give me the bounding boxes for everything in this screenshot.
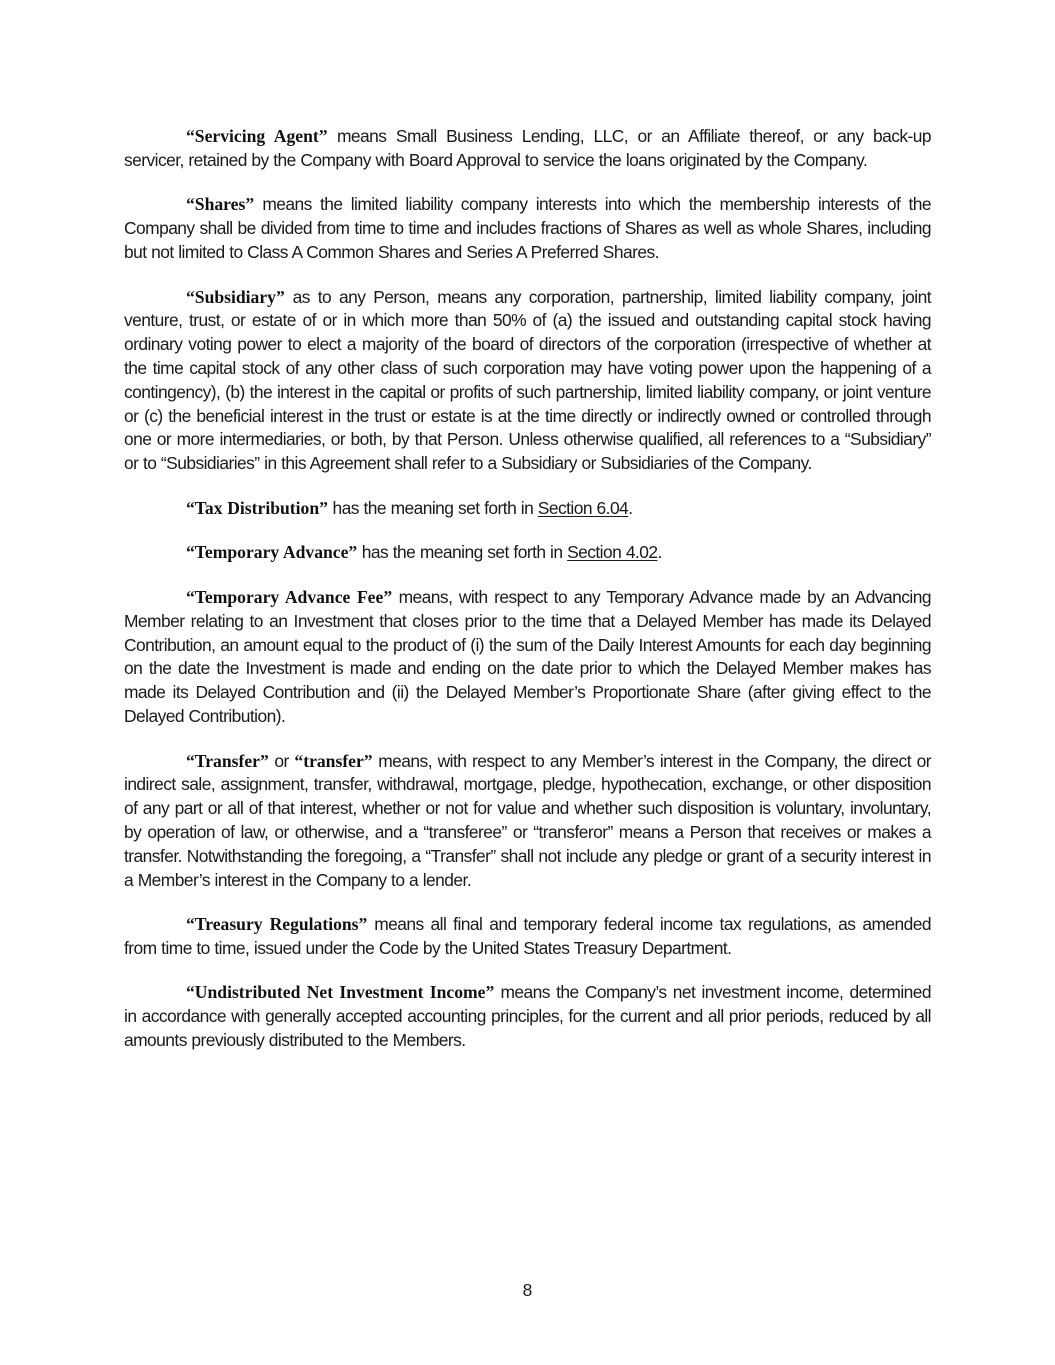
close-quote: ”: [363, 750, 373, 771]
page-number: 8: [522, 1280, 533, 1300]
defined-term: Transfer: [194, 750, 260, 771]
section-reference-link[interactable]: Section 4.02: [567, 542, 658, 563]
defined-term: Subsidiary: [194, 286, 276, 307]
definition-text: means the limited liability company interests into which the membership interests of the Company shall be divided from time to time and includes fractions of Shares as well as whole Shares, including but not limited to Class A Common Shares and Series A Preferred Shares.: [124, 194, 931, 262]
defined-term: Treasury Regulations: [194, 914, 359, 935]
defined-term: Undistributed Net Investment Income: [194, 982, 486, 1003]
close-quote: ”: [275, 286, 285, 307]
definition-text: means all final and temporary federal income tax regulations, as amended from time to time, issued under the Code by the United States Treasury Department.: [124, 914, 932, 958]
defined-term: Shares: [194, 194, 246, 215]
term-connector: or: [268, 750, 295, 771]
open-quote: “: [186, 586, 195, 607]
defined-term: Servicing Agent: [194, 126, 319, 146]
definition-subsidiary: [124, 286, 931, 476]
open-quote: “: [186, 126, 195, 146]
definition-text-end: .: [657, 542, 662, 563]
definition-text: has the meaning set forth in: [327, 497, 538, 518]
definition-text: means, with respect to any Member’s interest in the Company, the direct or indirect sale, assignment, transfer, withdrawal, mortgage, pledge, hypothecation, exchange, or other disposition of any part or all of that interest, whether or not for value and whether such disposition is voluntary, involuntary, by operation of law, or otherwise, and a “transferee” or “transferor” means a Person that receives or makes a transfer. Notwithstanding the foregoing, a “Transfer” shall not include any pledge or grant of a security interest in a Member’s interest in the Company to a lender.: [124, 750, 931, 890]
definition-shares: [124, 193, 931, 264]
open-quote: “: [186, 982, 195, 1003]
open-quote: “: [186, 497, 195, 518]
definition-temporary-advance-fee: [124, 586, 931, 729]
definition-transfer: [124, 750, 931, 893]
close-quote: ”: [318, 126, 328, 146]
definition-text: means Small Business Lending, LLC, or an Affiliate thereof, or any back-up servicer, retained by the Company with Board Approval to service the loans originated by the Company.: [124, 126, 931, 170]
definition-text-end: .: [628, 497, 633, 518]
definition-tax-distribution: [124, 497, 931, 521]
defined-term-alt: transfer: [303, 750, 364, 771]
definition-undistributed-net-investment-income: [124, 981, 931, 1052]
definition-temporary-advance: [124, 541, 931, 565]
close-quote: ”: [383, 586, 393, 607]
close-quote: ”: [485, 982, 495, 1003]
open-quote: “: [186, 750, 195, 771]
defined-term: Temporary Advance: [194, 542, 349, 563]
defined-term: Tax Distribution: [194, 497, 320, 518]
section-reference-link[interactable]: Section 6.04: [537, 497, 629, 518]
open-quote: “: [186, 914, 195, 935]
open-quote: “: [294, 750, 304, 771]
close-quote: ”: [358, 914, 368, 935]
definition-treasury-regulations: [124, 913, 931, 961]
close-quote: ”: [319, 497, 328, 518]
definition-text: has the meaning set forth in: [357, 542, 568, 563]
definition-servicing-agent: [124, 125, 931, 173]
definition-text: means the Company’s net investment income, determined in accordance with generally accepted accounting principles, for the current and all prior periods, reduced by all amounts previously distributed to the Members.: [124, 982, 932, 1051]
open-quote: “: [186, 542, 195, 563]
open-quote: “: [186, 194, 195, 215]
open-quote: “: [186, 286, 195, 307]
definition-text: means, with respect to any Temporary Advance made by an Advancing Member relating to an Investment that closes prior to the time that a Delayed Member has made its Delayed Contribution, an amount equal to the product of (i) the sum of the Daily Interest Amounts for each day beginning on the date the Investment is made and ending on the date prior to which the Delayed Member makes has made its Delayed Contribution and (ii) the Delayed Member’s Proportionate Share (after giving effect to the Delayed Contribution).: [124, 586, 931, 726]
close-quote: ”: [348, 542, 358, 563]
close-quote: ”: [245, 194, 255, 215]
definitions-list: [124, 125, 931, 1074]
defined-term: Temporary Advance Fee: [194, 586, 384, 607]
definition-text: as to any Person, means any corporation, partnership, limited liability company, joint venture, trust, or estate of or in which more than 50% of (a) the issued and outstanding capital stock having ordinary voting power to elect a majority of the board of directors of the corporation (irrespective of whether at the time capital stock of any other class of such corporation may have voting power upon the happening of a contingency), (b) the interest in the capital or profits of such partnership, limited liability company, or joint venture or (c) the beneficial interest in the trust or estate is at the time directly or indirectly owned or controlled through one or more intermediaries, or both, by that Person. Unless otherwise qualified, all references to a “Subsidiary” or to “Subsidiaries” in this Agreement shall refer to a Subsidiary or Subsidiaries of the Company.: [124, 286, 931, 474]
close-quote: ”: [259, 750, 269, 771]
